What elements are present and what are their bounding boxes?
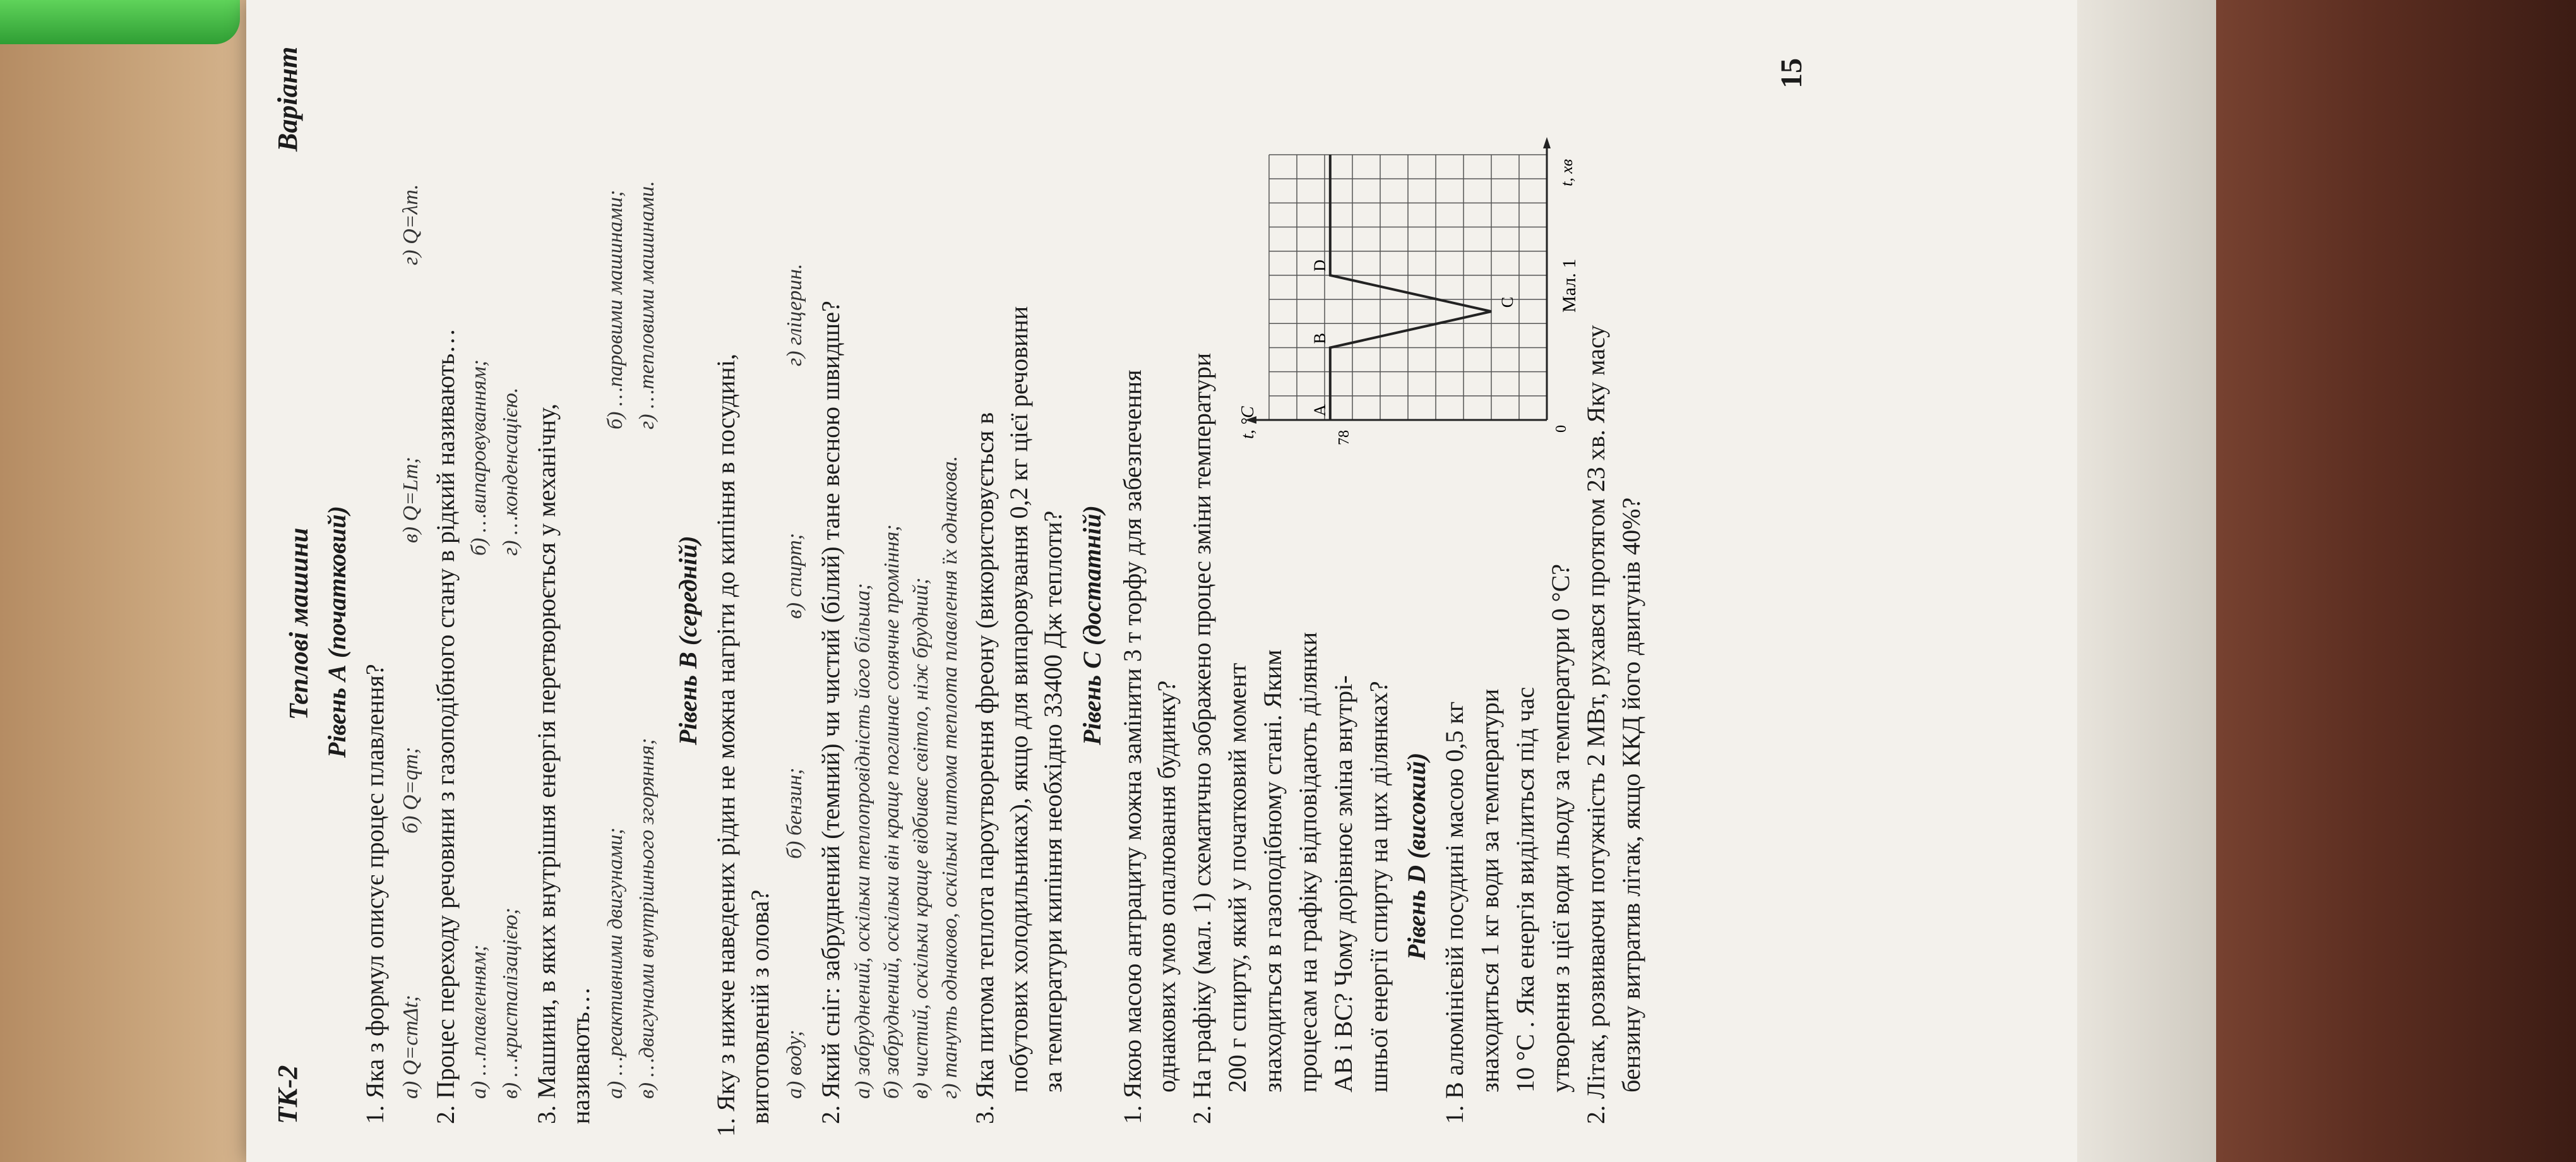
green-object	[0, 0, 240, 44]
level-c-q2-line4: процесам на графіку відповідають ділянки	[1294, 632, 1322, 1093]
point-label: B	[1310, 333, 1329, 344]
temperature-graph	[1231, 129, 1585, 458]
worksheet-page	[246, 0, 2077, 1162]
x-axis-label: t, хв	[1558, 159, 1576, 186]
figure-caption: Мал. 1	[1559, 258, 1580, 313]
level-b-q2: 2. Який сніг: забруднений (темний) чи чистий (білий) тане весною швидше?	[816, 301, 845, 1124]
level-a-q3-opt-d: г) …тепловими машинами.	[635, 181, 659, 429]
level-d-q1-line4: утворення з цієї води льоду за температури 0 °С?	[1546, 563, 1575, 1093]
level-a-q3-line1: 3. Машини, в яких внутрішня енергія перетворюється у механічну,	[532, 403, 561, 1124]
level-a-q2-opt-d: г) …конденсацією.	[499, 387, 522, 556]
worksheet-title: Теплові машини	[285, 527, 314, 720]
level-b-q1-line2: виготовленій з олова?	[746, 889, 774, 1124]
level-b-q1-opt-c: в) спирт;	[783, 532, 806, 619]
background-right	[2197, 0, 2576, 1162]
level-a-q2-opt-a: а) …плавленням;	[467, 944, 491, 1099]
level-d-q2-line1: 2. Літак, розвиваючи потужність 2 МВт, рухався протягом 23 хв. Яку масу	[1582, 325, 1610, 1124]
level-a-q3-opt-c: в) …двигунами внутрішнього згоряння;	[635, 738, 659, 1099]
level-c-q2-line6: шньої енергії спирту на цих ділянках?	[1364, 681, 1393, 1093]
level-a-q1-opt-c: в) Q=Lm;	[399, 457, 422, 543]
origin-label: 0	[1553, 425, 1570, 433]
level-a-title: Рівень А (початковий)	[323, 506, 351, 758]
level-b-title: Рівень В (середній)	[674, 536, 702, 745]
level-d-q1-line1: 1. В алюмінієвій посудині масою 0,5 кг	[1440, 701, 1469, 1124]
variant-label: Варіант	[272, 46, 303, 152]
level-b-q3-line1: 3. Яка питома теплота пароутворення фреону (використовується в	[970, 412, 999, 1124]
level-a-q1-opt-b: б) Q=qm;	[399, 746, 422, 834]
level-b-q1-opt-d: г) гліцерин.	[783, 263, 806, 366]
level-a-q1-opt-d: г) Q=λm.	[399, 184, 422, 265]
background-left	[0, 0, 278, 1162]
level-d-title: Рівень D (високий)	[1402, 752, 1431, 960]
point-label: C	[1498, 296, 1517, 308]
level-a-q3-opt-a: а) …реактивними двигунами;	[604, 827, 627, 1099]
level-c-q1-line2: однакових умов опалювання будинку?	[1152, 680, 1181, 1093]
level-a-q3-line2: називають…	[566, 986, 595, 1124]
level-c-q1-line1: 1. Якою масою антрациту можна замінити 3 т торфу для забезпечення	[1118, 369, 1147, 1124]
level-d-q1-line2: знаходиться 1 кг води за температури	[1476, 688, 1504, 1093]
level-a-q3-opt-b: б) …паровими машинами;	[604, 189, 627, 429]
level-c-q2-line3: знаходиться в газоподібному стані. Яким	[1258, 649, 1287, 1093]
level-d-q2-line2: бензину витратив літак, якщо ККД його двигунів 40%?	[1617, 497, 1645, 1093]
level-b-q3-line3: за температури кипіння необхідно 33400 Дж теплоти?	[1039, 510, 1067, 1093]
level-a-q2-opt-c: в) …кристалізацією;	[499, 907, 522, 1099]
figure-1	[1231, 129, 1585, 458]
x-axis-arrow	[1543, 137, 1551, 148]
level-b-q2-opt-b: б) забруднений, оскільки він краще поглинає сонячне проміння;	[880, 524, 903, 1099]
level-b-q1-line1: 1. Яку з нижче наведених рідин не можна нагріти до кипіння в посудині,	[712, 354, 740, 1137]
level-c-title: Рівень С (достатній)	[1078, 505, 1106, 745]
point-label: A	[1310, 404, 1329, 416]
paper-edge-shade	[2077, 0, 2216, 1162]
level-b-q2-opt-a: а) забруднений, оскільки теплопровідність його більша;	[851, 583, 874, 1099]
level-c-q2-line1: 2. На графіку (мал. 1) схематично зображено процес зміни температури	[1188, 352, 1216, 1124]
chart-grid	[1269, 155, 1547, 420]
level-a-q2: 2. Процес переходу речовини з газоподібного стану в рідкий називають…	[431, 328, 460, 1124]
page-number: 15	[1775, 58, 1808, 88]
level-b-q1-opt-b: б) бензин;	[783, 767, 806, 859]
worksheet-code: ТК-2	[272, 1065, 303, 1124]
level-a-q1-opt-a: а) Q=cmΔt;	[399, 995, 422, 1099]
y-axis-label: t, °C	[1238, 406, 1258, 439]
level-b-q2-opt-d: г) тануть однаково, оскільки питома теплота плавлення їх однакова.	[938, 455, 962, 1099]
level-a-q1: 1. Яка з формул описує процес плавлення?	[361, 664, 389, 1124]
level-d-q1-line3: 10 °С . Яка енергія виділиться під час	[1511, 686, 1539, 1093]
level-a-q2-opt-b: б) …випаровуванням;	[467, 359, 491, 556]
level-b-q3-line2: побутових холодильниках), якщо для випаровування 0,2 кг цієї речовини	[1005, 306, 1033, 1093]
temperature-curve	[1330, 155, 1491, 420]
level-b-q1-opt-a: а) воду;	[783, 1029, 806, 1099]
level-c-q2-line2: 200 г спирту, який у початковий момент	[1223, 662, 1251, 1093]
level-c-q2-line5: АВ і ВС? Чому дорівнює зміна внутрі-	[1329, 675, 1357, 1093]
level-b-q2-opt-c: в) чистий, оскільки краще відбиває світло, ніж брудний;	[909, 577, 933, 1099]
y-tick-78: 78	[1336, 430, 1352, 445]
point-label: D	[1310, 260, 1329, 272]
